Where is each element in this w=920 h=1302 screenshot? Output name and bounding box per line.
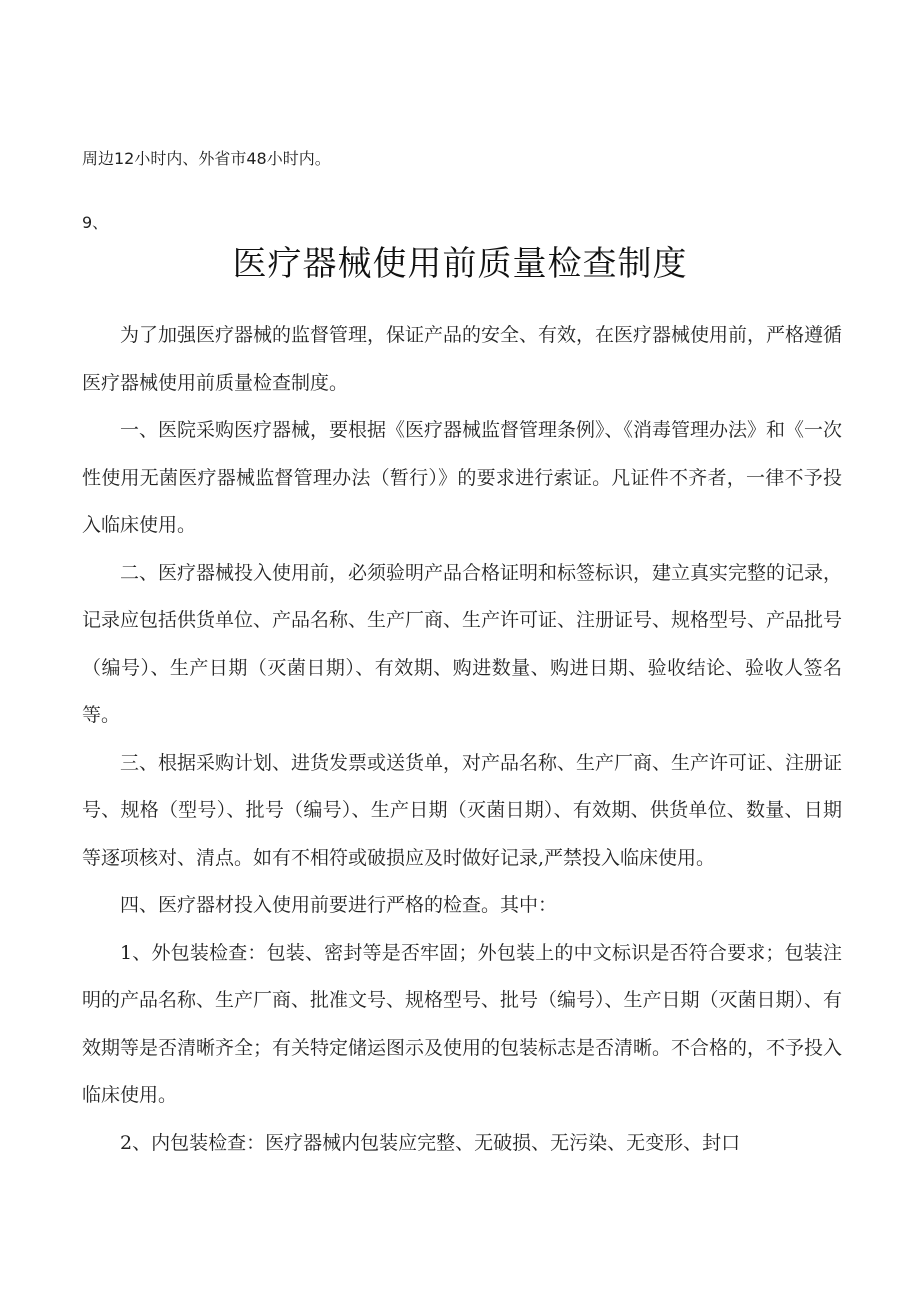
document-body [82, 312, 842, 1167]
paragraph-intro: 为了加强医疗器械的监督管理，保证产品的安全、有效，在医疗器械使用前，严格遵循医疗器械使用前质量检查制度。 [82, 324, 843, 394]
section-number: 9、 [82, 213, 109, 232]
paragraph-4-1: 1、外包装检查：包装、密封等是否牢固；外包装上的中文标识是否符合要求；包装注明的产品名称、生产厂商、批准文号、规格型号、批号（编号）、生产日期（灭菌日期）、有效期等是否清晰齐全；有关特定储运图示及使用的包装标志是否清晰。不合格的，不予投入临床使用。 [82, 941, 843, 1106]
paragraph-1: 一、医院采购医疗器械，要根据《医疗器械监督管理条例》、《消毒管理办法》和《一次性使用无菌医疗器械监督管理办法（暂行）》的要求进行索证。凡证件不齐者，一律不予投入临床使用。 [82, 419, 843, 536]
document-title: 医疗器械使用前质量检查制度 [232, 244, 688, 284]
continuation-line: 周边12小时内、外省市48小时内。 [82, 149, 331, 168]
paragraph-3: 三、根据采购计划、进货发票或送货单，对产品名称、生产厂商、生产许可证、注册证号、规格（型号）、批号（编号）、生产日期（灭菌日期）、有效期、供货单位、数量、日期等逐项核对、清点。如有不相符或破损应及时做好记录,严禁投入临床使用。 [82, 751, 843, 869]
paragraph-4: 四、医疗器材投入使用前要进行严格的检查。其中： [120, 894, 558, 916]
paragraph-4-2: 2、内包装检查：医疗器械内包装应完整、无破损、无污染、无变形、封口 [120, 1131, 741, 1154]
paragraph-2: 二、医疗器械投入使用前，必须验明产品合格证明和标签标识，建立真实完整的记录，记录应包括供货单位、产品名称、生产厂商、生产许可证、注册证号、规格型号、产品批号（编号）、生产日期（灭菌日期）、有效期、购进数量、购进日期、验收结论、验收人签名等。 [82, 561, 843, 726]
